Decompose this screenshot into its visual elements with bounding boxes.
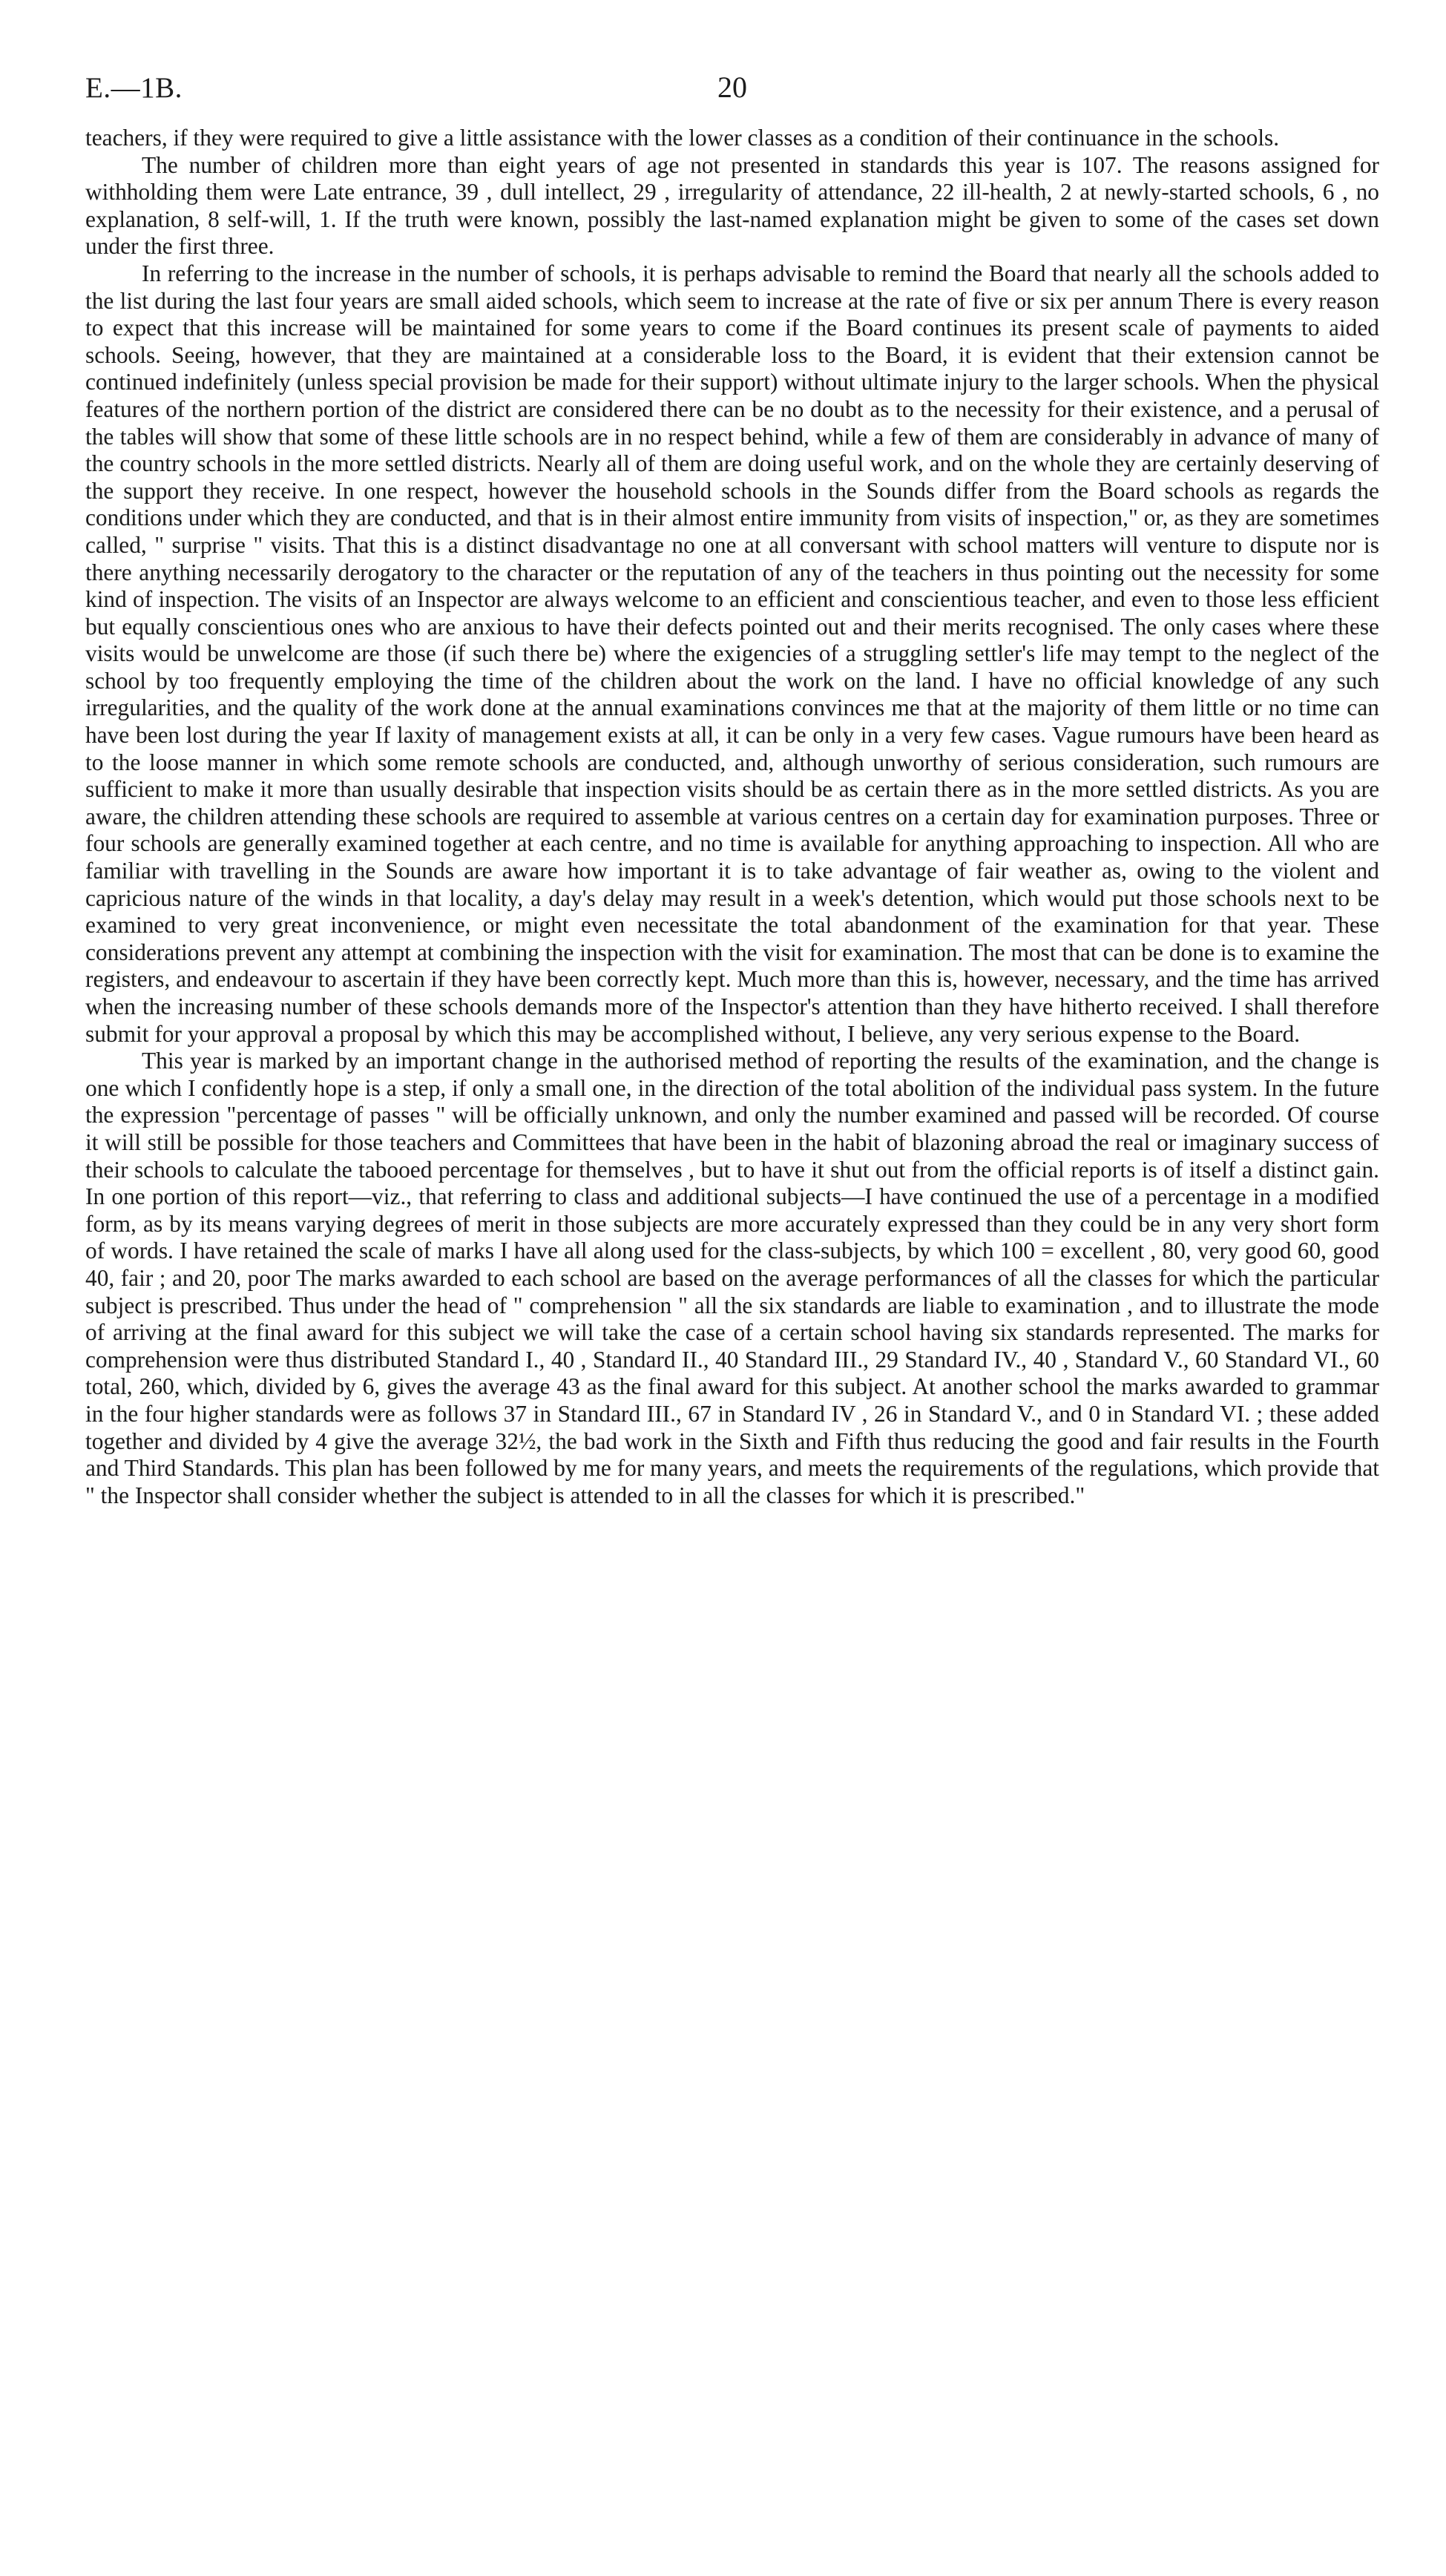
page-number: 20 (717, 70, 747, 104)
paragraph-reporting-method: This year is marked by an important change in the authorised method of reporting the results of the examination, and the change is one which I confidently hope is a step, if only a small one, in the direction of the total abolition of the individual pass system. In the future the expression "percentage of passes " will be officially unknown, and only the number examined and passed will be recorded. Of course it will still be possible for those teachers and Committees that have been in the habit of blazoning abroad the real or imaginary success of their schools to calculate the tabooed percentage for themselves , but to have it shut out from the official reports is of itself a distinct gain. In one portion of this report—viz., that referring to class and additional subjects—I have continued the use of a percentage in a modified form, as by its means varying degrees of merit in those subjects are more accurately expressed than they could be in any very short form of words. I have retained the scale of marks I have all along used for the class-subjects, by which 100 = excellent , 80, very good 60, good 40, fair ; and 20, poor The marks awarded to each school are based on the average performances of all the classes for which the particular subject is prescribed. Thus under the head of " comprehension " all the six standards are liable to examination , and to illustrate the mode of arriving at the final award for this subject we will take the case of a certain school having six standards represented. The marks for comprehension were thus distributed Standard I., 40 , Standard II., 40 Standard III., 29 Standard IV., 40 , Standard V., 60 Standard VI., 60 total, 260, which, divided by 6, gives the average 43 as the final award for this subject. At another school the marks awarded to grammar in the four higher standards were as follows 37 in Standard III., 67 in Standard IV , 26 in Standard V., and 0 in Standard VI. ; these added together and divided by 4 give the average 32½, the bad work in the Sixth and Fifth thus reducing the good and fair results in the Fourth and Third Standards. This plan has been followed by me for many years, and meets the requirements of the regulations, which provide that " the Inspector shall consider whether the subject is attended to in all the classes for which it is prescribed." (85, 1048, 1379, 1508)
body-text (85, 125, 1379, 1509)
paragraph-continued: teachers, if they were required to give a little assistance with the lower classes as a condition of their continuance in the schools. (85, 125, 1280, 151)
running-head (85, 61, 1379, 125)
paragraph-children-not-presented: The number of children more than eight years of age not presented in standards this year is 107. The reasons assigned for withholding them were Late entrance, 39 , dull intellect, 29 , irregularity of attendance, 22 ill-health, 2 at newly-started schools, 6 , no explanation, 8 self-will, 1. If the truth were known, possibly the last-named explanation might be given to some of the cases set down under the first three. (85, 151, 1379, 260)
paragraph-aided-schools-inspection: In referring to the increase in the number of schools, it is perhaps advisable to remind the Board that nearly all the schools added to the list during the last four years are small aided schools, which seem to increase at the rate of five or six per annum There is every reason to expect that this increase will be maintained for some years to come if the Board continues its present scale of payments to aided schools. Seeing, however, that they are maintained at a considerable loss to the Board, it is evident that their extension cannot be continued indefinitely (unless special provision be made for their support) without ultimate injury to the larger schools. When the physical features of the northern portion of the district are considered there can be no doubt as to the necessity for their existence, and a perusal of the tables will show that some of these little schools are in no respect behind, while a few of them are considerably in advance of many of the country schools in the more settled districts. Nearly all of them are doing useful work, and on the whole they are certainly deserving of the support they receive. In one respect, however the household schools in the Sounds differ from the Board schools as regards the conditions under which they are conducted, and that is in their almost entire immunity from visits of inspection," or, as they are sometimes called, " surprise " visits. That this is a distinct disadvantage no one at all conversant with school matters will venture to dispute nor is there anything necessarily derogatory to the character or the reputation of any of the teachers in thus pointing out the necessity for some kind of inspection. The visits of an Inspector are always welcome to an efficient and conscientious teacher, and even to those less efficient but equally conscientious ones who are anxious to have their defects pointed out and their merits recognised. The only cases where these visits would be unwelcome are those (if such there be) where the exigencies of a struggling settler's life may tempt to the neglect of the school by too frequently employing the time of the children about the work on the land. I have no official knowledge of any such irregularities, and the quality of the work done at the annual examinations convinces me that at the majority of them little or no time can have been lost during the year If laxity of management exists at all, it can be only in a very few cases. Vague rumours have been heard as to the loose manner in which some remote schools are conducted, and, although unworthy of serious consideration, such rumours are sufficient to make it more than usually desirable that inspection visits should be as certain there as in the more settled districts. As you are aware, the children attending these schools are required to assemble at various centres on a certain day for examination purposes. Three or four schools are generally examined together at each centre, and no time is available for anything approaching to inspection. All who are familiar with travelling in the Sounds are aware how important it is to take advantage of fair weather as, owing to the violent and capricious nature of the winds in that locality, a day's delay may result in a week's detention, which would put those schools next to be examined to very great inconvenience, or might even necessitate the total abandonment of the examination for that year. These considerations prevent any attempt at combining the inspection with the visit for examination. The most that can be done is to examine the registers, and endeavour to ascertain if they have been correctly kept. Much more than this is, however, necessary, and the time has arrived when the increasing number of these schools demands more of the Inspector's attention than they have hitherto received. I shall therefore submit for your approval a proposal by which this may be accomplished without, I believe, any very serious expense to the Board. (85, 260, 1379, 1047)
document-code: E.—1B. (85, 72, 183, 104)
